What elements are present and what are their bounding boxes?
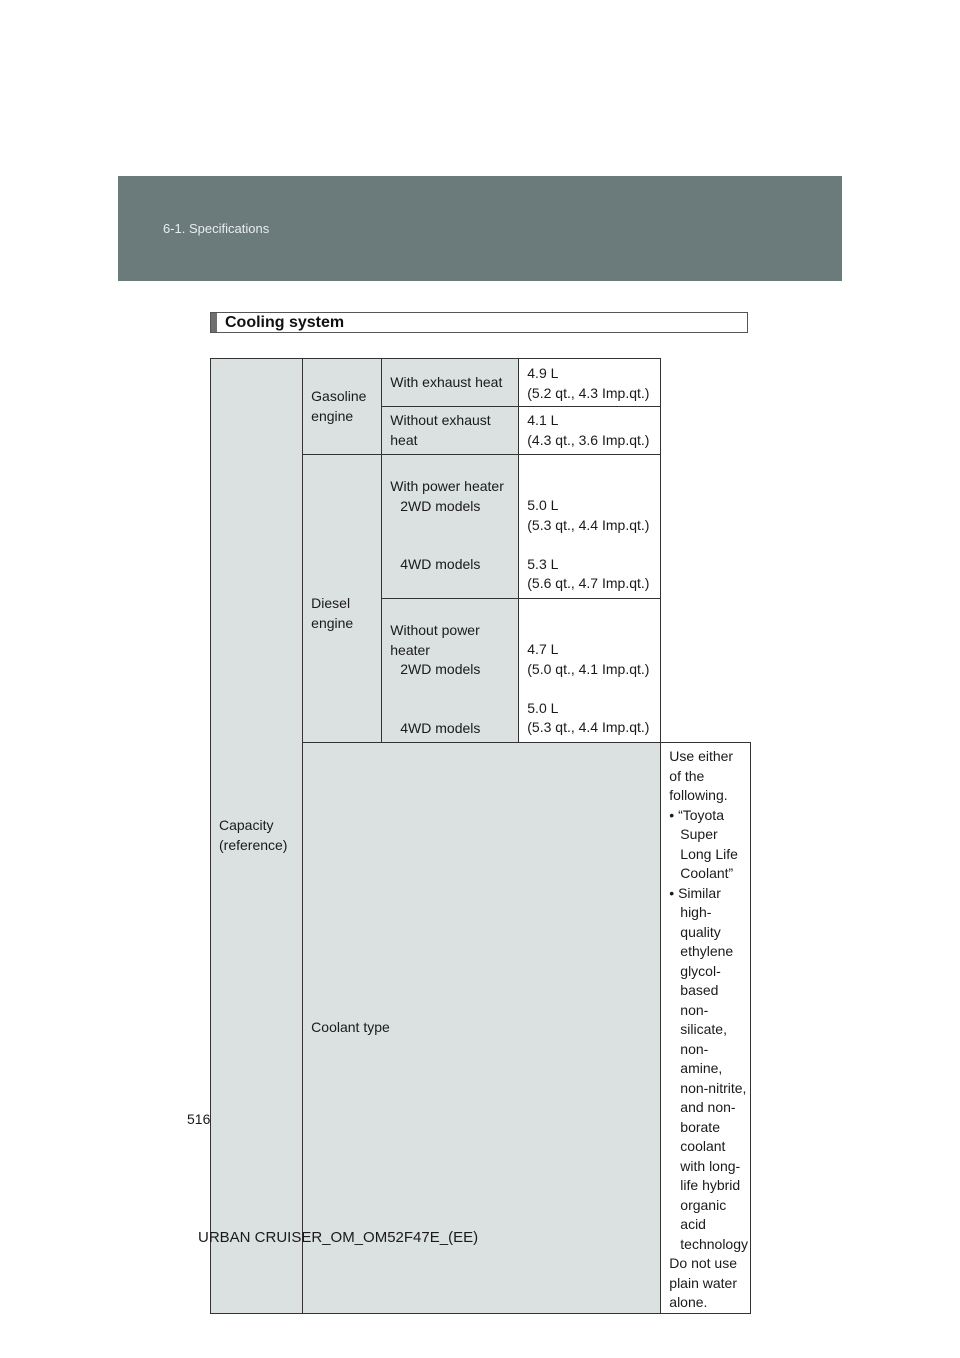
value-quarts: (4.3 qt., 3.6 Imp.qt.) bbox=[527, 431, 650, 448]
sub-label: 2WD models bbox=[400, 497, 481, 514]
coolant-label-cell bbox=[303, 743, 661, 1314]
capacity-label-cell bbox=[211, 359, 303, 1314]
value-quarts: (5.3 qt., 4.4 Imp.qt.) bbox=[527, 719, 650, 735]
sub-label: 4WD models bbox=[400, 719, 481, 736]
sub-label: 4WD models bbox=[400, 556, 481, 572]
value-liters: 4.1 L bbox=[527, 412, 559, 428]
diesel-label: Diesel engine bbox=[311, 595, 354, 631]
section-title-box bbox=[210, 312, 748, 333]
coolant-description-cell bbox=[661, 743, 751, 1314]
group-heading: With power heater bbox=[390, 478, 504, 494]
coolant-bullet: • Similar high-quality ethylene glycol-based non-silicate, non-amine, non-nitrite, and non-borate coolant with long-life hybrid organic acid technology bbox=[669, 884, 748, 1252]
value-liters: 5.0 L bbox=[527, 699, 559, 716]
coolant-label: Coolant type bbox=[311, 1019, 390, 1035]
table-row-label bbox=[382, 599, 519, 743]
section-title: Cooling system bbox=[225, 314, 345, 331]
diesel-label-cell bbox=[303, 455, 382, 743]
row-label: With exhaust heat bbox=[390, 374, 503, 390]
value-liters: 5.0 L bbox=[527, 497, 559, 513]
value-liters: 4.7 L bbox=[527, 641, 559, 657]
value-liters: 5.3 L bbox=[527, 555, 559, 572]
sub-label: 2WD models bbox=[400, 661, 481, 677]
value-quarts: (5.6 qt., 4.7 Imp.qt.) bbox=[527, 575, 650, 591]
table-row-value bbox=[519, 455, 661, 599]
page-number: 516 bbox=[187, 1111, 211, 1127]
capacity-label: Capacity (reference) bbox=[219, 817, 288, 853]
gasoline-label-cell bbox=[303, 359, 382, 455]
coolant-bullet: • “Toyota Super Long Life Coolant” bbox=[669, 806, 738, 881]
value-quarts: (5.0 qt., 4.1 Imp.qt.) bbox=[527, 660, 650, 677]
table-row-label bbox=[382, 455, 519, 599]
row-label: Without exhaust heat bbox=[390, 412, 491, 448]
table-row-value bbox=[519, 407, 661, 455]
document-footer: URBAN CRUISER_OM_OM52F47E_(EE) bbox=[198, 1229, 479, 1246]
value-quarts: (5.2 qt., 4.3 Imp.qt.) bbox=[527, 384, 650, 401]
header-band bbox=[118, 176, 842, 281]
section-breadcrumb: 6-1. Specifications bbox=[163, 221, 270, 236]
gasoline-label: Gasoline engine bbox=[311, 388, 367, 424]
table-row-value bbox=[519, 359, 661, 407]
table-row-label bbox=[382, 359, 519, 407]
value-quarts: (5.3 qt., 4.4 Imp.qt.) bbox=[527, 516, 650, 533]
title-accent-bar bbox=[211, 313, 217, 332]
coolant-note: Do not use plain water alone. bbox=[669, 1255, 737, 1310]
group-heading: Without power heater bbox=[390, 622, 480, 658]
coolant-intro: Use either of the following. bbox=[669, 748, 734, 803]
value-liters: 4.9 L bbox=[527, 365, 559, 381]
table-row-value bbox=[519, 599, 661, 743]
cooling-spec-table bbox=[210, 358, 751, 1314]
table-row-label bbox=[382, 407, 519, 455]
